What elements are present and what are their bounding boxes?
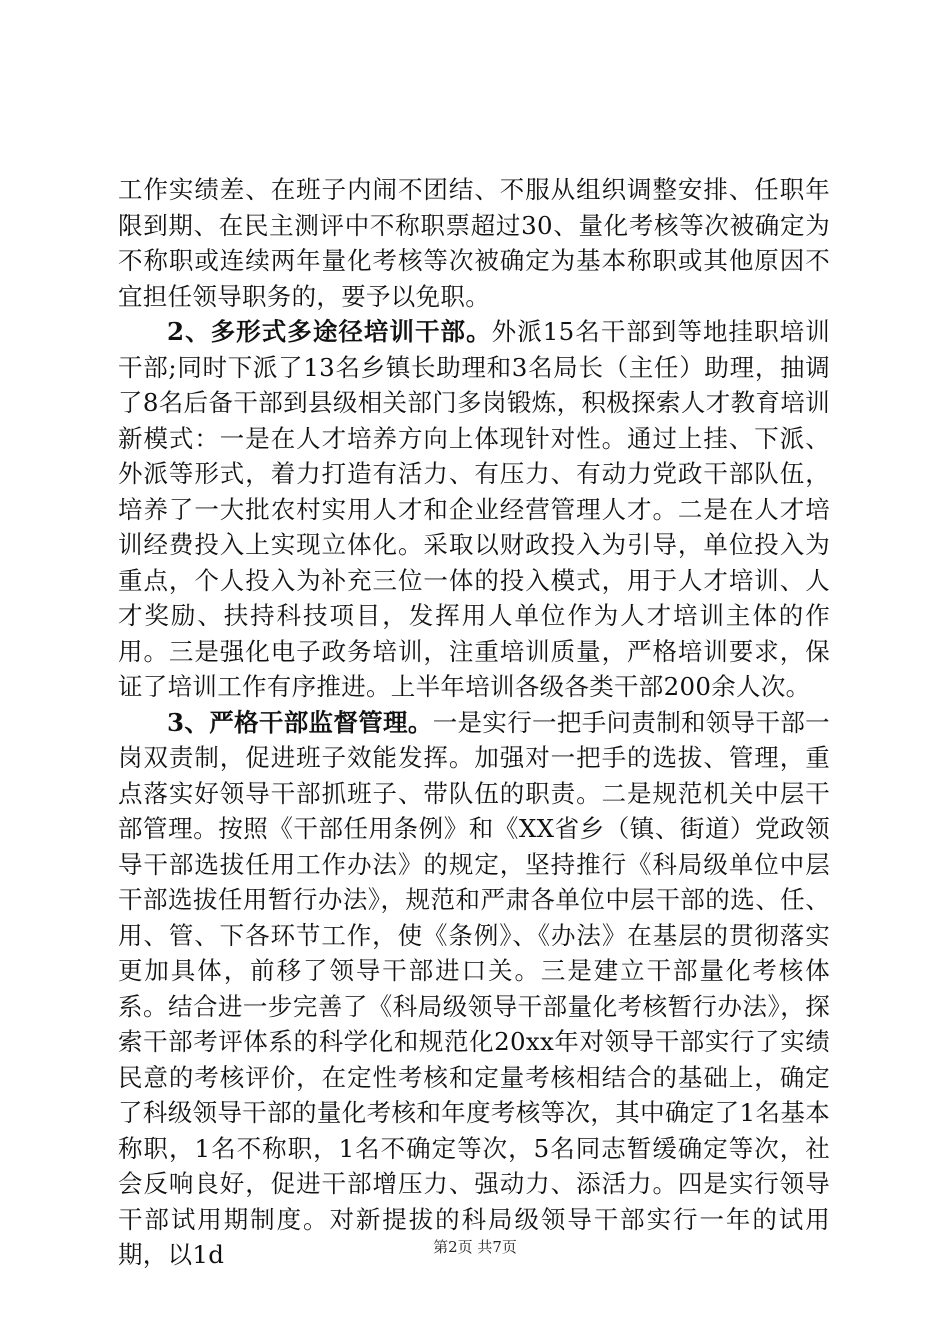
paragraph-text: 一是实行一把手问责制和领导干部一岗双责制，促进班子效能发挥。加强对一把手的选拔、管理，重点落实好领导干部抓班子、带队伍的职责。二是规范机关中层干部管理。按照《干部任用条例》和《XX省乡（镇、街道）党政领导干部选拔任用工作办法》的规定，坚持推行《科局级单位中层干部选拔任用暂行办法》，规范和严肃各单位中层干部的选、任、用、管、下各环节工作，使《条例》、《办法》在基层的贯彻落实更加具体，前移了领导干部进口关。三是建立干部量化考核体系。结合进一步完善了《科局级领导干部量化考核暂行办法》，探索干部考评体系的科学化和规范化20xx年对领导干部实行了实绩民意的考核评价，在定性考核和定量考核相结合的基础上，确定了科级领导干部的量化考核和年度考核等次，其中确定了1名基本称职，1名不称职，1名不确定等次，5名同志暂缓确定等次，社会反响良好，促进干部增压力、强动力、添活力。四是实行领导干部试用期制度。对新提拔的科局级领导干部实行一年的试用期，以1d [118,707,830,1269]
paragraph-text: 外派15名干部到等地挂职培训干部;同时下派了13名乡镇长助理和3名局长（主任）助理，抽调了8名后备干部到县级相关部门多岗锻炼，积极探索人才教育培训新模式：一是在人才培养方向上体现针对性。通过上挂、下派、外派等形式，着力打造有活力、有压力、有动力党政干部队伍，培养了一大批农村实用人才和企业经营管理人才。二是在人才培训经费投入上实现立体化。采取以财政投入为引导，单位投入为重点，个人投入为补充三位一体的投入模式，用于人才培训、人才奖励、扶持科技项目，发挥用人单位作为人才培训主体的作用。三是强化电子政务培训，注重培训质量，严格培训要求，保证了培训工作有序推进。上半年培训各级各类干部200余人次。 [118,317,830,701]
paragraph-text: 工作实绩差、在班子内闹不团结、不服从组织调整安排、任职年限到期、在民主测评中不称职票超过30、量化考核等次被确定为不称职或连续两年量化考核等次被确定为基本称职或其他原因不宜担任领导职务的，要予以免职。 [118,175,830,311]
paragraph-training [118,314,830,705]
page-footer [0,1236,950,1257]
paragraph-heading: 2、多形式多途径培训干部。 [167,317,492,346]
paragraph-heading: 3、严格干部监督管理。 [167,707,433,737]
document-body [118,172,830,1273]
page-number: 第2页 共7页 [433,1238,517,1256]
paragraph-continuation [118,172,830,314]
paragraph-supervision [118,705,830,1273]
